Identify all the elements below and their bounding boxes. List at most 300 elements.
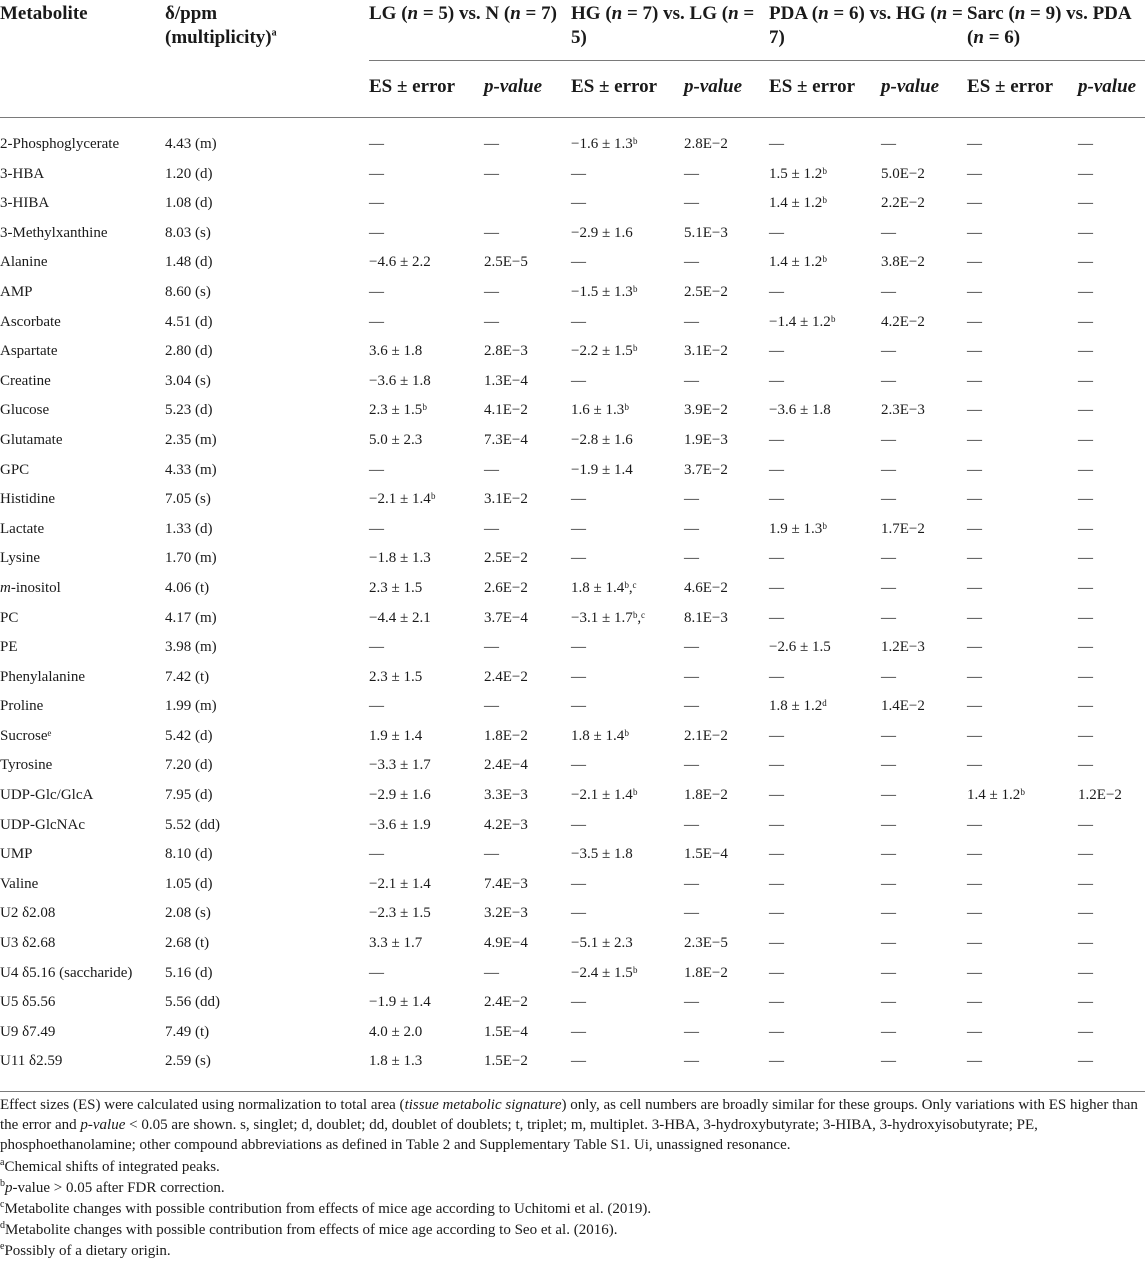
p-cell: — (484, 224, 499, 241)
table-row (0, 515, 1145, 545)
p-cell: — (484, 520, 499, 537)
table-row (0, 811, 1145, 841)
es-cell: — (967, 195, 983, 212)
es-cell: 1.4 ± 1.2ᵇ (769, 195, 827, 212)
p-cell: 3.9E−2 (684, 402, 728, 419)
footnote-list (0, 1157, 1140, 1261)
p-cell: — (484, 846, 499, 863)
p-cell: — (881, 550, 897, 567)
es-cell: — (571, 668, 587, 685)
es-cell: — (769, 283, 785, 300)
es-header: ES ± error (369, 61, 484, 118)
p-cell: 2.3E−5 (684, 935, 728, 952)
es-cell: — (571, 905, 587, 922)
es-cell: — (571, 698, 587, 715)
p-cell: — (881, 846, 897, 863)
p-cell: — (1078, 195, 1094, 212)
shift-cell: 5.42 (d) (165, 727, 213, 744)
es-cell: — (967, 698, 983, 715)
p-cell: — (684, 550, 700, 567)
es-cell: — (369, 224, 384, 241)
es-cell: −2.9 ± 1.6 (571, 224, 633, 241)
es-cell: 3.6 ± 1.8 (369, 343, 423, 360)
metabolite-cell: Glucose (0, 402, 50, 419)
p-cell: — (684, 757, 700, 774)
es-cell: — (369, 846, 384, 863)
shift-cell: 7.49 (t) (165, 1023, 210, 1040)
es-cell: — (769, 905, 785, 922)
p-cell: 1.5E−4 (684, 846, 728, 863)
p-cell: — (881, 964, 897, 981)
shift-cell: 1.08 (d) (165, 195, 213, 212)
es-cell: — (571, 313, 587, 330)
es-cell: — (967, 224, 983, 241)
es-cell: — (769, 431, 785, 448)
metabolite-cell: Lysine (0, 550, 40, 567)
table-row (0, 1018, 1145, 1048)
metabolite-cell: 3-HBA (0, 165, 45, 182)
p-cell: — (1078, 165, 1094, 182)
p-cell: — (1078, 994, 1094, 1011)
shift-cell: 2.08 (s) (165, 905, 211, 922)
table-row (0, 367, 1145, 397)
es-cell: −2.4 ± 1.5ᵇ (571, 964, 638, 981)
footnote-item: $^c$Metabolite changes with possible contribution from effects of mice age according to Uchitomi et al. (2019). (0, 1199, 652, 1217)
table-row (0, 278, 1145, 308)
es-cell: — (571, 195, 587, 212)
p-cell: — (1078, 520, 1094, 537)
p-cell: — (684, 1023, 700, 1040)
p-cell: 1.7E−2 (881, 520, 925, 537)
es-cell: — (967, 136, 983, 152)
p-cell: — (684, 520, 700, 537)
es-cell: — (769, 136, 785, 152)
metabolite-cell: Tyrosine (0, 757, 53, 774)
p-cell: 4.9E−4 (484, 935, 528, 952)
shift-cell: 3.98 (m) (165, 639, 217, 656)
metabolite-cell: UDP-Glc/GlcA (0, 787, 94, 804)
es-cell: — (369, 520, 384, 537)
es-cell: 1.4 ± 1.2ᵇ (769, 254, 827, 271)
es-cell: — (369, 283, 384, 300)
metabolite-cell: AMP (0, 283, 33, 300)
es-cell: — (769, 550, 785, 567)
metabolite-cell: 3-HIBA (0, 195, 50, 212)
p-cell: — (1078, 224, 1094, 241)
es-cell: — (967, 875, 983, 892)
es-cell: — (967, 639, 983, 656)
es-cell: — (967, 727, 983, 744)
p-cell: — (1078, 698, 1094, 715)
group-header-sarc-vs-pda (967, 0, 1145, 61)
shift-cell: 8.60 (s) (165, 283, 211, 300)
p-cell: — (1078, 431, 1094, 448)
p-cell: — (1078, 609, 1094, 626)
p-cell: 2.8E−3 (484, 343, 528, 360)
es-cell: — (769, 224, 785, 241)
es-cell: — (369, 964, 384, 981)
shift-cell: 5.16 (d) (165, 964, 213, 981)
p-cell: 3.1E−2 (484, 491, 528, 508)
es-cell: — (769, 787, 785, 804)
p-cell: — (484, 461, 499, 478)
metabolite-cell: Histidine (0, 491, 55, 508)
p-cell: 3.3E−3 (484, 787, 528, 804)
metabolite-cell: Lactate (0, 520, 45, 537)
es-cell: −1.9 ± 1.4 (369, 994, 431, 1011)
p-cell: — (1078, 1053, 1094, 1070)
es-cell: — (571, 994, 587, 1011)
shift-cell: 7.05 (s) (165, 491, 211, 508)
metabolite-cell: m-inositol (0, 579, 61, 596)
es-cell: — (967, 343, 983, 360)
shift-cell: 7.20 (d) (165, 757, 213, 774)
shift-cell: 1.48 (d) (165, 254, 213, 271)
group-label: Sarc (n = 9) vs. PDA (n = 6) (967, 3, 1131, 48)
es-cell: 2.3 ± 1.5 (369, 579, 423, 596)
p-cell: 4.1E−2 (484, 402, 528, 419)
es-cell: −2.1 ± 1.4ᵇ (571, 787, 638, 804)
p-cell: — (881, 283, 897, 300)
metabolite-cell: UMP (0, 846, 33, 863)
p-cell: — (684, 668, 700, 685)
p-cell: 3.1E−2 (684, 343, 728, 360)
p-cell: 4.6E−2 (684, 579, 728, 596)
p-header: p-value (684, 61, 769, 118)
footnotes (0, 1095, 1140, 1261)
es-cell: — (967, 431, 983, 448)
p-cell: 2.5E−2 (484, 550, 528, 567)
es-cell: — (769, 609, 785, 626)
footnote-main: Effect sizes (ES) were calculated using normalization to total area (tissue metabolic signature) only, as cell numbers are broadly similar for these groups. Only variations with ES higher than the error and p-value < 0.05 are shown. s, singlet; d, doublet; dd, doublet of doublets; t, triplet; m, multiplet. 3-HBA, 3-hydroxybutyrate; 3-HIBA, 3-hydroxyisobutyrate; PE, phosphoethanolamine; other compound abbreviations as defined in Table 2 and Supplementary Table S1. Ui, unassigned resonance. (0, 1097, 1138, 1153)
p-cell: — (1078, 668, 1094, 685)
p-cell: — (684, 491, 700, 508)
p-cell: — (1078, 461, 1094, 478)
es-cell: — (369, 461, 384, 478)
es-cell: — (769, 964, 785, 981)
p-cell: — (684, 254, 700, 271)
es-cell: — (369, 136, 384, 152)
p-cell: — (1078, 491, 1094, 508)
p-cell: — (484, 639, 499, 656)
es-cell: — (769, 372, 785, 389)
shift-header-line1: δ/ppm (165, 3, 218, 24)
es-cell: −2.6 ± 1.5 (769, 639, 831, 656)
es-cell: — (571, 639, 587, 656)
shift-header-sup: a (271, 27, 277, 39)
footnote-item: $^a$Chemical shifts of integrated peaks. (0, 1157, 220, 1175)
metabolite-cell: Valine (0, 875, 39, 892)
p-cell: 1.2E−2 (1078, 787, 1122, 804)
table-row (0, 751, 1145, 781)
metabolite-cell: Creatine (0, 372, 51, 389)
shift-cell: 1.99 (m) (165, 698, 217, 715)
p-cell: — (881, 816, 897, 833)
p-cell: — (684, 195, 700, 212)
table-row (0, 663, 1145, 693)
table-row (0, 899, 1145, 929)
table-row (0, 633, 1145, 663)
table-row (0, 485, 1145, 515)
es-cell: — (967, 254, 983, 271)
es-cell: — (571, 550, 587, 567)
es-cell: 2.3 ± 1.5 (369, 668, 423, 685)
table-row (0, 1047, 1145, 1091)
es-cell: — (967, 964, 983, 981)
p-cell: 7.4E−3 (484, 875, 528, 892)
p-cell: — (684, 905, 700, 922)
es-cell: — (571, 1023, 587, 1040)
shift-cell: 4.33 (m) (165, 461, 217, 478)
group-label: LG (n = 5) vs. N (n = 7) (369, 3, 557, 24)
p-header: p-value (1078, 61, 1145, 118)
p-cell: — (1078, 757, 1094, 774)
p-cell: 5.0E−2 (881, 165, 925, 182)
es-cell: −3.6 ± 1.8 (369, 372, 431, 389)
p-cell: 4.2E−3 (484, 816, 528, 833)
metabolite-cell: U9 δ7.49 (0, 1023, 56, 1040)
p-cell: 1.3E−4 (484, 372, 528, 389)
metabolite-cell: 2-Phosphoglycerate (0, 136, 120, 152)
es-cell: — (769, 994, 785, 1011)
p-cell: — (1078, 935, 1094, 952)
table-row (0, 692, 1145, 722)
p-cell: 3.7E−2 (684, 461, 728, 478)
p-cell (484, 189, 571, 219)
es-cell: 3.3 ± 1.7 (369, 935, 423, 952)
p-cell: — (1078, 579, 1094, 596)
group-header-hg-vs-lg (571, 0, 769, 61)
es-cell: 1.8 ± 1.4ᵇ,ᶜ (571, 579, 637, 596)
p-cell: 2.2E−2 (881, 195, 925, 212)
p-cell: 3.2E−3 (484, 905, 528, 922)
p-cell: 3.8E−2 (881, 254, 925, 271)
p-cell: — (1078, 875, 1094, 892)
p-cell: — (881, 431, 897, 448)
es-cell: 1.6 ± 1.3ᵇ (571, 402, 629, 419)
metabolite-cell: PE (0, 639, 18, 656)
footnote-item: $^b$p-value > 0.05 after FDR correction. (0, 1178, 225, 1196)
p-cell: 1.4E−2 (881, 698, 925, 715)
es-cell: — (369, 639, 384, 656)
es-cell: — (967, 550, 983, 567)
shift-cell: 5.52 (dd) (165, 816, 220, 833)
es-cell: −3.6 ± 1.9 (369, 816, 431, 833)
table-row (0, 544, 1145, 574)
p-cell: — (1078, 136, 1094, 152)
es-cell: — (571, 372, 587, 389)
es-cell: — (369, 195, 384, 212)
p-cell: — (684, 1053, 700, 1070)
p-cell: — (1078, 283, 1094, 300)
es-cell: 1.4 ± 1.2ᵇ (967, 787, 1025, 804)
p-cell: — (881, 875, 897, 892)
p-cell: 1.2E−3 (881, 639, 925, 656)
p-cell: — (484, 283, 499, 300)
p-cell: 5.1E−3 (684, 224, 728, 241)
p-cell: — (484, 165, 499, 182)
shift-cell: 2.68 (t) (165, 935, 210, 952)
p-cell: — (881, 727, 897, 744)
es-cell: — (967, 372, 983, 389)
shift-cell: 1.70 (m) (165, 550, 217, 567)
p-cell: — (684, 816, 700, 833)
p-cell: — (1078, 964, 1094, 981)
metabolite-cell: U5 δ5.56 (0, 994, 56, 1011)
p-cell: — (684, 639, 700, 656)
metabolite-cell: 3-Methylxanthine (0, 224, 108, 241)
p-cell: — (881, 787, 897, 804)
group-header-pda-vs-hg (769, 0, 967, 61)
group-header-lg-vs-n (369, 0, 571, 61)
footnote-item: $^d$Metabolite changes with possible contribution from effects of mice age according to Seo et al. (2016). (0, 1220, 618, 1238)
metabolite-cell: U4 δ5.16 (saccharide) (0, 964, 133, 981)
p-cell: — (484, 136, 499, 152)
es-cell: −3.5 ± 1.8 (571, 846, 633, 863)
shift-cell: 4.43 (m) (165, 136, 217, 152)
metabolite-cell: Alanine (0, 254, 48, 271)
metabolite-header: Metabolite (0, 3, 88, 24)
p-cell: — (881, 579, 897, 596)
es-header: ES ± error (571, 61, 684, 118)
es-cell: — (769, 816, 785, 833)
es-cell: — (571, 254, 587, 271)
es-cell: — (571, 165, 587, 182)
table-row (0, 840, 1145, 870)
es-cell: — (769, 875, 785, 892)
p-cell: 2.4E−2 (484, 994, 528, 1011)
p-cell: 1.8E−2 (684, 787, 728, 804)
es-cell: — (571, 816, 587, 833)
p-cell: 2.6E−2 (484, 579, 528, 596)
p-cell: — (881, 224, 897, 241)
shift-cell: 2.80 (d) (165, 343, 213, 360)
es-cell: — (571, 1053, 587, 1070)
p-cell: — (881, 994, 897, 1011)
p-cell: — (881, 1023, 897, 1040)
es-cell: −1.9 ± 1.4 (571, 461, 633, 478)
shift-cell: 3.04 (s) (165, 372, 211, 389)
table-row (0, 456, 1145, 486)
metabolite-cell: U11 δ2.59 (0, 1053, 63, 1070)
table-row (0, 160, 1145, 190)
es-cell: — (571, 875, 587, 892)
p-cell: — (881, 136, 897, 152)
es-cell: — (967, 520, 983, 537)
p-cell: — (1078, 816, 1094, 833)
metabolite-cell: GPC (0, 461, 30, 478)
p-cell: — (484, 964, 499, 981)
es-cell: 1.8 ± 1.3 (369, 1053, 423, 1070)
table-row (0, 604, 1145, 634)
es-cell: — (967, 816, 983, 833)
shift-cell: 8.10 (d) (165, 846, 213, 863)
es-cell: — (769, 1053, 785, 1070)
table-row (0, 929, 1145, 959)
table-row (0, 308, 1145, 338)
shift-header-line2: (multiplicity) (165, 27, 272, 48)
es-cell: — (967, 1023, 983, 1040)
shift-cell: 2.35 (m) (165, 431, 217, 448)
metabolite-cell: Ascorbate (0, 313, 61, 330)
es-cell: 2.3 ± 1.5ᵇ (369, 402, 427, 419)
p-cell: — (1078, 846, 1094, 863)
es-cell: −3.3 ± 1.7 (369, 757, 431, 774)
table-row (0, 337, 1145, 367)
p-cell: 7.3E−4 (484, 431, 528, 448)
table-row (0, 781, 1145, 811)
es-cell: −1.6 ± 1.3ᵇ (571, 136, 638, 152)
es-cell: −3.1 ± 1.7ᵇ,ᶜ (571, 609, 645, 626)
es-cell: — (967, 283, 983, 300)
metabolite-cell: Phenylalanine (0, 668, 85, 685)
p-cell: — (484, 698, 499, 715)
p-cell: — (881, 491, 897, 508)
es-cell: 1.8 ± 1.2ᵈ (769, 698, 827, 715)
es-cell: −2.1 ± 1.4 (369, 875, 431, 892)
es-cell: — (769, 846, 785, 863)
es-cell: — (967, 579, 983, 596)
p-cell: — (881, 609, 897, 626)
p-cell: — (1078, 905, 1094, 922)
es-cell: 1.5 ± 1.2ᵇ (769, 165, 827, 182)
es-cell: — (967, 165, 983, 182)
es-cell: — (967, 935, 983, 952)
es-cell: — (967, 905, 983, 922)
p-cell: — (881, 935, 897, 952)
p-cell: 8.1E−3 (684, 609, 728, 626)
p-header: p-value (484, 61, 571, 118)
p-cell: 2.5E−5 (484, 254, 528, 271)
shift-cell: 1.20 (d) (165, 165, 213, 182)
p-cell: — (684, 875, 700, 892)
es-cell: −2.3 ± 1.5 (369, 905, 431, 922)
header-row-groups (0, 0, 1145, 61)
p-cell: — (881, 905, 897, 922)
p-cell: — (1078, 343, 1094, 360)
shift-cell: 4.51 (d) (165, 313, 213, 330)
p-cell: — (684, 994, 700, 1011)
p-cell: 2.1E−2 (684, 727, 728, 744)
p-cell: — (684, 698, 700, 715)
es-cell: — (967, 402, 983, 419)
p-cell: — (881, 668, 897, 685)
shift-cell: 7.42 (t) (165, 668, 210, 685)
table-row (0, 219, 1145, 249)
p-cell: — (484, 313, 499, 330)
p-cell: 4.2E−2 (881, 313, 925, 330)
es-cell: −3.6 ± 1.8 (769, 402, 831, 419)
es-header: ES ± error (769, 61, 881, 118)
table-row (0, 574, 1145, 604)
es-cell: −4.6 ± 2.2 (369, 254, 431, 271)
es-cell: 5.0 ± 2.3 (369, 431, 423, 448)
es-cell: — (769, 757, 785, 774)
table-row (0, 248, 1145, 278)
p-cell: — (1078, 254, 1094, 271)
p-cell: — (1078, 402, 1094, 419)
es-cell: — (571, 491, 587, 508)
p-cell: 1.8E−2 (484, 727, 528, 744)
es-cell: — (571, 520, 587, 537)
es-cell: — (967, 491, 983, 508)
footnote-item: $^e$Possibly of a dietary origin. (0, 1241, 171, 1259)
es-cell: — (967, 609, 983, 626)
es-cell: −2.8 ± 1.6 (571, 431, 633, 448)
es-cell: 1.9 ± 1.3ᵇ (769, 520, 827, 537)
header-row-columns (0, 61, 1145, 118)
table-row (0, 396, 1145, 426)
